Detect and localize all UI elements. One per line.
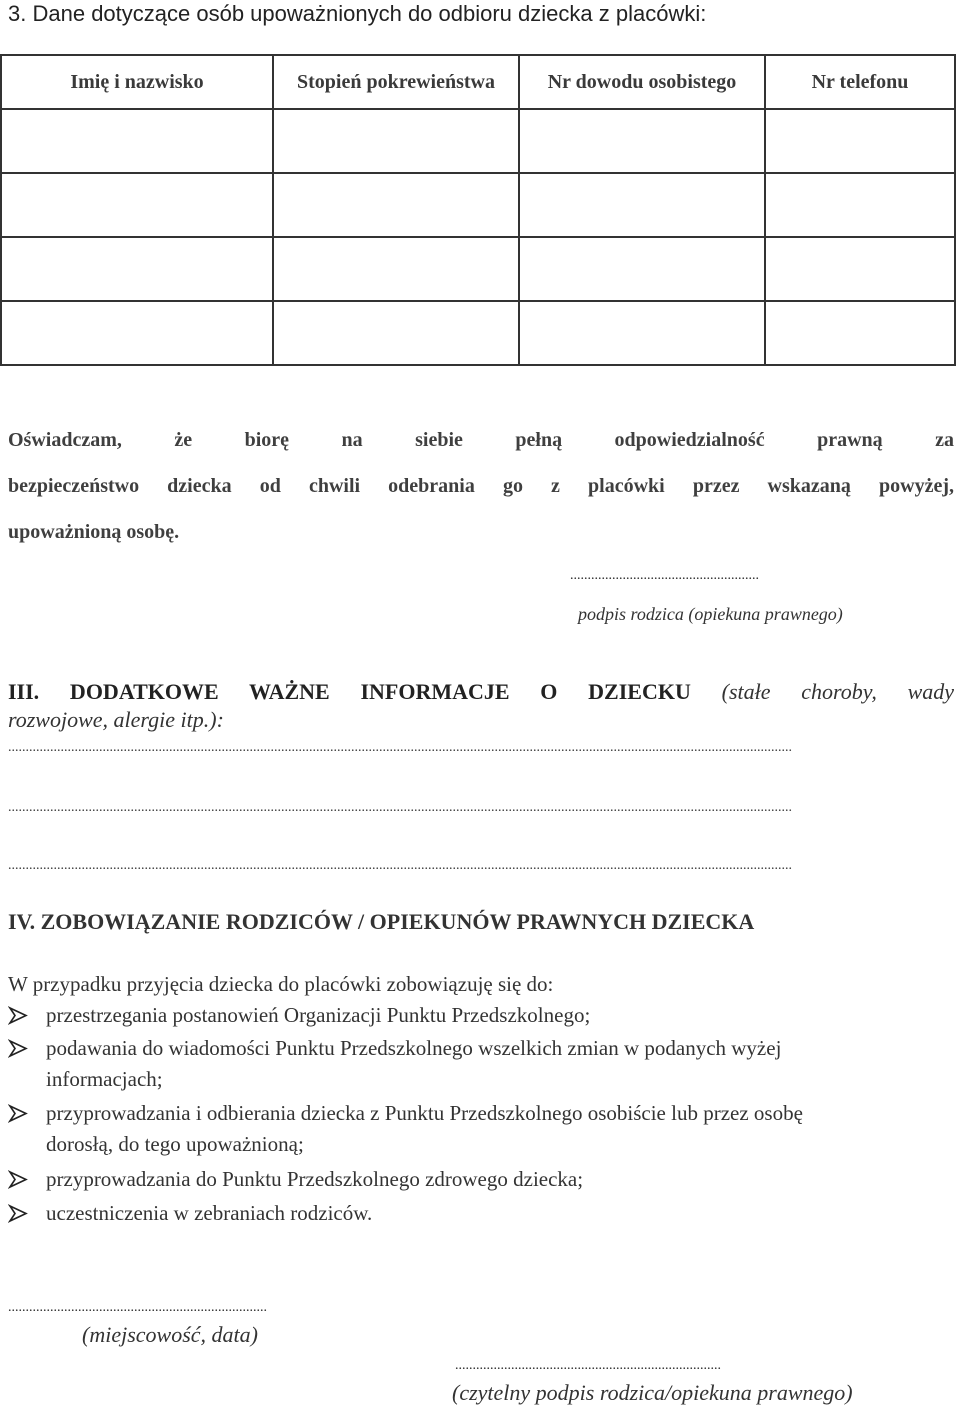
authorized-persons-table — [0, 54, 956, 366]
info-dot-line[interactable]: ................................................................................................................................................................................................................................ — [8, 800, 792, 815]
table-cell[interactable] — [273, 301, 519, 365]
table-header-row — [1, 55, 955, 109]
signature-line[interactable]: ...................................................... — [570, 568, 759, 583]
list-item-text: przestrzegania postanowień Organizacji Punktu Przedszkolnego; — [46, 1003, 591, 1027]
list-item — [8, 1098, 960, 1160]
list-item-text: informacjach; — [46, 1067, 163, 1091]
table-cell[interactable] — [765, 301, 955, 365]
list-item — [8, 1164, 960, 1195]
heading-text: Dane dotyczące osób upoważnionych do odbioru dziecka z placówki — [32, 1, 701, 26]
table-row — [1, 237, 955, 301]
heading-number: 3. — [8, 1, 27, 26]
table-cell[interactable] — [519, 109, 765, 173]
table-cell[interactable] — [519, 173, 765, 237]
section-3-heading — [8, 0, 706, 28]
section-iv-title: IV. ZOBOWIĄZANIE RODZICÓW / OPIEKUNÓW PRAWNYCH DZIECKA — [8, 909, 755, 934]
header-id-number: Nr dowodu osobistego — [519, 55, 765, 109]
table-cell[interactable] — [519, 301, 765, 365]
table-cell[interactable] — [273, 237, 519, 301]
signature-caption: podpis rodzica (opiekuna prawnego) — [578, 604, 843, 624]
arrowhead-bullet-icon — [8, 1098, 28, 1129]
table-row — [1, 301, 955, 365]
header-phone: Nr telefonu — [765, 55, 955, 109]
section-iii-title-bold: III. DODATKOWE WAŻNE INFORMACJE O DZIECKU — [8, 679, 691, 704]
parent-signature-line[interactable]: ............................................................................ — [455, 1358, 721, 1373]
list-item-text: przyprowadzania i odbierania dziecka z Punktu Przedszkolnego osobiście lub przez osobę — [46, 1101, 803, 1125]
list-item — [8, 1000, 960, 1031]
heading-colon: : — [700, 1, 707, 26]
table-row — [1, 109, 955, 173]
table-cell[interactable] — [1, 301, 273, 365]
table-cell[interactable] — [1, 237, 273, 301]
table-cell[interactable] — [273, 109, 519, 173]
table-cell[interactable] — [519, 237, 765, 301]
header-name: Imię i nazwisko — [1, 55, 273, 109]
obligations-intro: W przypadku przyjęcia dziecka do placówki zobowiązuję się do: — [8, 972, 554, 996]
section-iii-title — [8, 678, 954, 706]
table-cell[interactable] — [1, 109, 273, 173]
list-item-text: uczestniczenia w zebraniach rodziców. — [46, 1201, 373, 1225]
arrowhead-bullet-icon — [8, 1198, 28, 1229]
info-dot-line[interactable]: ................................................................................................................................................................................................................................ — [8, 740, 792, 755]
table-cell[interactable] — [765, 173, 955, 237]
arrowhead-bullet-icon — [8, 1164, 28, 1195]
table-cell[interactable] — [1, 173, 273, 237]
table-row — [1, 173, 955, 237]
declaration-line: upoważnioną osobę. — [8, 521, 180, 543]
header-relationship: Stopień pokrewieństwa — [273, 55, 519, 109]
list-item-text: podawania do wiadomości Punktu Przedszkolnego wszelkich zmian w podanych wyżej — [46, 1036, 782, 1060]
table-cell[interactable] — [765, 237, 955, 301]
list-item — [8, 1033, 960, 1095]
info-dot-line[interactable]: ................................................................................................................................................................................................................................ — [8, 858, 792, 873]
arrowhead-bullet-icon — [8, 1000, 28, 1031]
table-cell[interactable] — [273, 173, 519, 237]
place-date-caption: (miejscowość, data) — [82, 1322, 258, 1347]
list-item-text: dorosłą, do tego upoważnioną; — [46, 1132, 304, 1156]
parent-signature-caption: (czytelny podpis rodzica/opiekuna prawnego) — [452, 1380, 853, 1405]
declaration-line: bezpieczeństwo dziecka od chwili odebrania go z placówki przez wskazaną powyżej, — [8, 475, 954, 497]
list-item — [8, 1198, 960, 1229]
arrowhead-bullet-icon — [8, 1033, 28, 1064]
section-iii-title-italic: (stałe choroby, wady — [721, 679, 955, 704]
list-item-text: przyprowadzania do Punktu Przedszkolnego zdrowego dziecka; — [46, 1167, 584, 1191]
place-date-line[interactable]: .......................................................................... — [8, 1300, 267, 1315]
table-cell[interactable] — [765, 109, 955, 173]
declaration-line: Oświadczam, że biorę na siebie pełną odpowiedzialność prawną za — [8, 429, 954, 451]
section-iii-title-continued: rozwojowe, alergie itp.): — [8, 707, 224, 732]
